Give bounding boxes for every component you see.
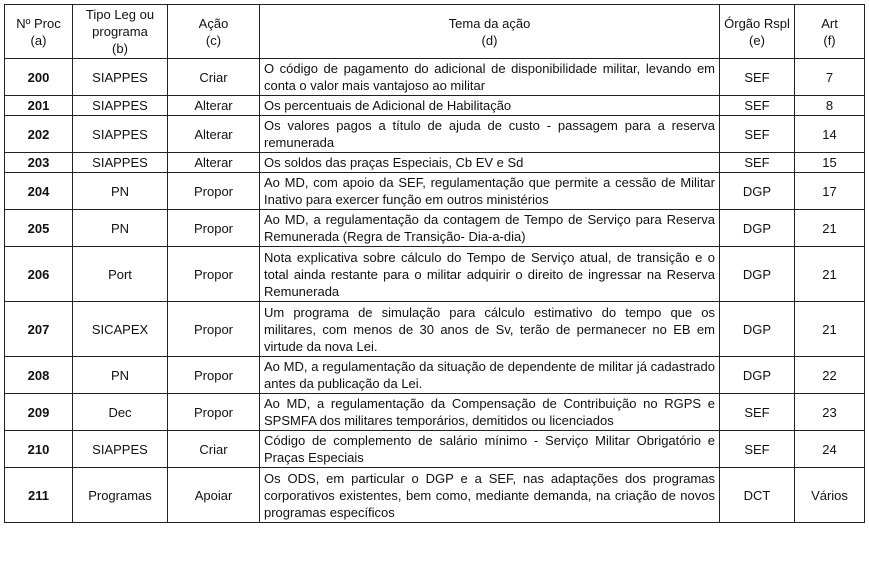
cell-tipo: PN: [73, 357, 168, 394]
header-proc-title: Nº Proc: [16, 15, 61, 31]
table-row: [5, 96, 865, 116]
cell-proc: 208: [5, 357, 73, 394]
table-body: [5, 59, 865, 523]
cell-tema: Ao MD, a regulamentação da contagem de Tempo de Serviço para Reserva Remunerada (Regra de Transição- Dia-a-dia): [260, 210, 720, 247]
header-tema-sub: (d): [481, 32, 498, 48]
cell-orgao: DGP: [720, 357, 795, 394]
cell-tema: Os ODS, em particular o DGP e a SEF, nas adaptações dos programas corporativos existentes, bem como, mediante demanda, na criação de novos programas específicos: [260, 468, 720, 523]
cell-acao: Propor: [168, 394, 260, 431]
table-row: [5, 357, 865, 394]
header-proc-sub: (a): [30, 32, 47, 48]
header-proc: [5, 5, 73, 59]
cell-tema: Os percentuais de Adicional de Habilitação: [260, 96, 720, 116]
header-art: [795, 5, 865, 59]
header-orgao-title: Órgão Rspl: [724, 15, 790, 31]
cell-orgao: SEF: [720, 116, 795, 153]
cell-orgao: DGP: [720, 210, 795, 247]
cell-tipo: Programas: [73, 468, 168, 523]
cell-art: 7: [795, 59, 865, 96]
cell-tipo: PN: [73, 173, 168, 210]
cell-orgao: SEF: [720, 153, 795, 173]
cell-orgao: DGP: [720, 173, 795, 210]
cell-tipo: SIAPPES: [73, 153, 168, 173]
cell-proc: 209: [5, 394, 73, 431]
cell-tipo: Dec: [73, 394, 168, 431]
table-row: [5, 173, 865, 210]
header-acao-title: Ação: [198, 15, 229, 31]
cell-orgao: SEF: [720, 431, 795, 468]
cell-acao: Propor: [168, 210, 260, 247]
cell-tipo: PN: [73, 210, 168, 247]
cell-acao: Alterar: [168, 116, 260, 153]
cell-orgao: DCT: [720, 468, 795, 523]
header-tipo-title: Tipo Leg ou programa: [85, 7, 155, 39]
cell-proc: 200: [5, 59, 73, 96]
cell-acao: Propor: [168, 302, 260, 357]
header-tipo: [73, 5, 168, 59]
cell-acao: Propor: [168, 357, 260, 394]
cell-acao: Propor: [168, 247, 260, 302]
cell-art: 23: [795, 394, 865, 431]
header-tema: [260, 5, 720, 59]
cell-art: 15: [795, 153, 865, 173]
actions-table: [4, 4, 865, 523]
table-row: [5, 431, 865, 468]
table-row: [5, 59, 865, 96]
cell-proc: 204: [5, 173, 73, 210]
table-row: [5, 116, 865, 153]
cell-tipo: SIAPPES: [73, 116, 168, 153]
cell-art: Vários: [795, 468, 865, 523]
header-tema-title: Tema da ação: [448, 15, 531, 31]
cell-tipo: Port: [73, 247, 168, 302]
header-orgao: [720, 5, 795, 59]
header-row: [5, 5, 865, 59]
cell-tema: Os soldos das praças Especiais, Cb EV e Sd: [260, 153, 720, 173]
header-acao-sub: (c): [205, 32, 222, 48]
cell-tipo: SIAPPES: [73, 59, 168, 96]
cell-tema: Os valores pagos a título de ajuda de custo - passagem para a reserva remunerada: [260, 116, 720, 153]
cell-acao: Criar: [168, 431, 260, 468]
cell-proc: 207: [5, 302, 73, 357]
cell-acao: Alterar: [168, 153, 260, 173]
header-acao: [168, 5, 260, 59]
header-orgao-sub: (e): [749, 32, 765, 48]
cell-orgao: SEF: [720, 96, 795, 116]
cell-acao: Apoiar: [168, 468, 260, 523]
cell-art: 21: [795, 302, 865, 357]
cell-proc: 211: [5, 468, 73, 523]
cell-art: 21: [795, 247, 865, 302]
cell-tema: Um programa de simulação para cálculo estimativo do tempo que os militares, com menos de 30 anos de Sv, terão de permanecer no EB em virtude da nova Lei.: [260, 302, 720, 357]
cell-proc: 205: [5, 210, 73, 247]
cell-tema: Ao MD, a regulamentação da situação de dependente de militar já cadastrado antes da publicação da Lei.: [260, 357, 720, 394]
table-row: [5, 247, 865, 302]
cell-acao: Criar: [168, 59, 260, 96]
cell-art: 24: [795, 431, 865, 468]
cell-tipo: SIAPPES: [73, 96, 168, 116]
cell-acao: Alterar: [168, 96, 260, 116]
cell-tema: Nota explicativa sobre cálculo do Tempo de Serviço atual, de transição e o total ainda restante para o militar adquirir o direito de ingressar na Reserva Remunerada: [260, 247, 720, 302]
cell-orgao: DGP: [720, 302, 795, 357]
cell-proc: 203: [5, 153, 73, 173]
cell-tema: O código de pagamento do adicional de disponibilidade militar, levando em conta o valor mais vantajoso ao militar: [260, 59, 720, 96]
cell-art: 14: [795, 116, 865, 153]
header-art-sub: (f): [823, 32, 836, 48]
cell-proc: 201: [5, 96, 73, 116]
table-row: [5, 153, 865, 173]
cell-tema: Ao MD, a regulamentação da Compensação de Contribuição no RGPS e SPSMFA dos militares temporários, demitidos ou licenciados: [260, 394, 720, 431]
cell-proc: 202: [5, 116, 73, 153]
cell-proc: 206: [5, 247, 73, 302]
table-row: [5, 468, 865, 523]
cell-orgao: SEF: [720, 59, 795, 96]
cell-tipo: SIAPPES: [73, 431, 168, 468]
cell-proc: 210: [5, 431, 73, 468]
header-art-title: Art: [821, 15, 838, 31]
cell-tema: Ao MD, com apoio da SEF, regulamentação que permite a cessão de Militar Inativo para exercer função em outros ministérios: [260, 173, 720, 210]
cell-art: 21: [795, 210, 865, 247]
table-row: [5, 394, 865, 431]
cell-art: 17: [795, 173, 865, 210]
cell-art: 22: [795, 357, 865, 394]
cell-orgao: DGP: [720, 247, 795, 302]
table-row: [5, 210, 865, 247]
cell-acao: Propor: [168, 173, 260, 210]
cell-orgao: SEF: [720, 394, 795, 431]
cell-art: 8: [795, 96, 865, 116]
cell-tema: Código de complemento de salário mínimo - Serviço Militar Obrigatório e Praças Especiais: [260, 431, 720, 468]
header-tipo-sub: (b): [112, 41, 128, 56]
table-row: [5, 302, 865, 357]
cell-tipo: SICAPEX: [73, 302, 168, 357]
